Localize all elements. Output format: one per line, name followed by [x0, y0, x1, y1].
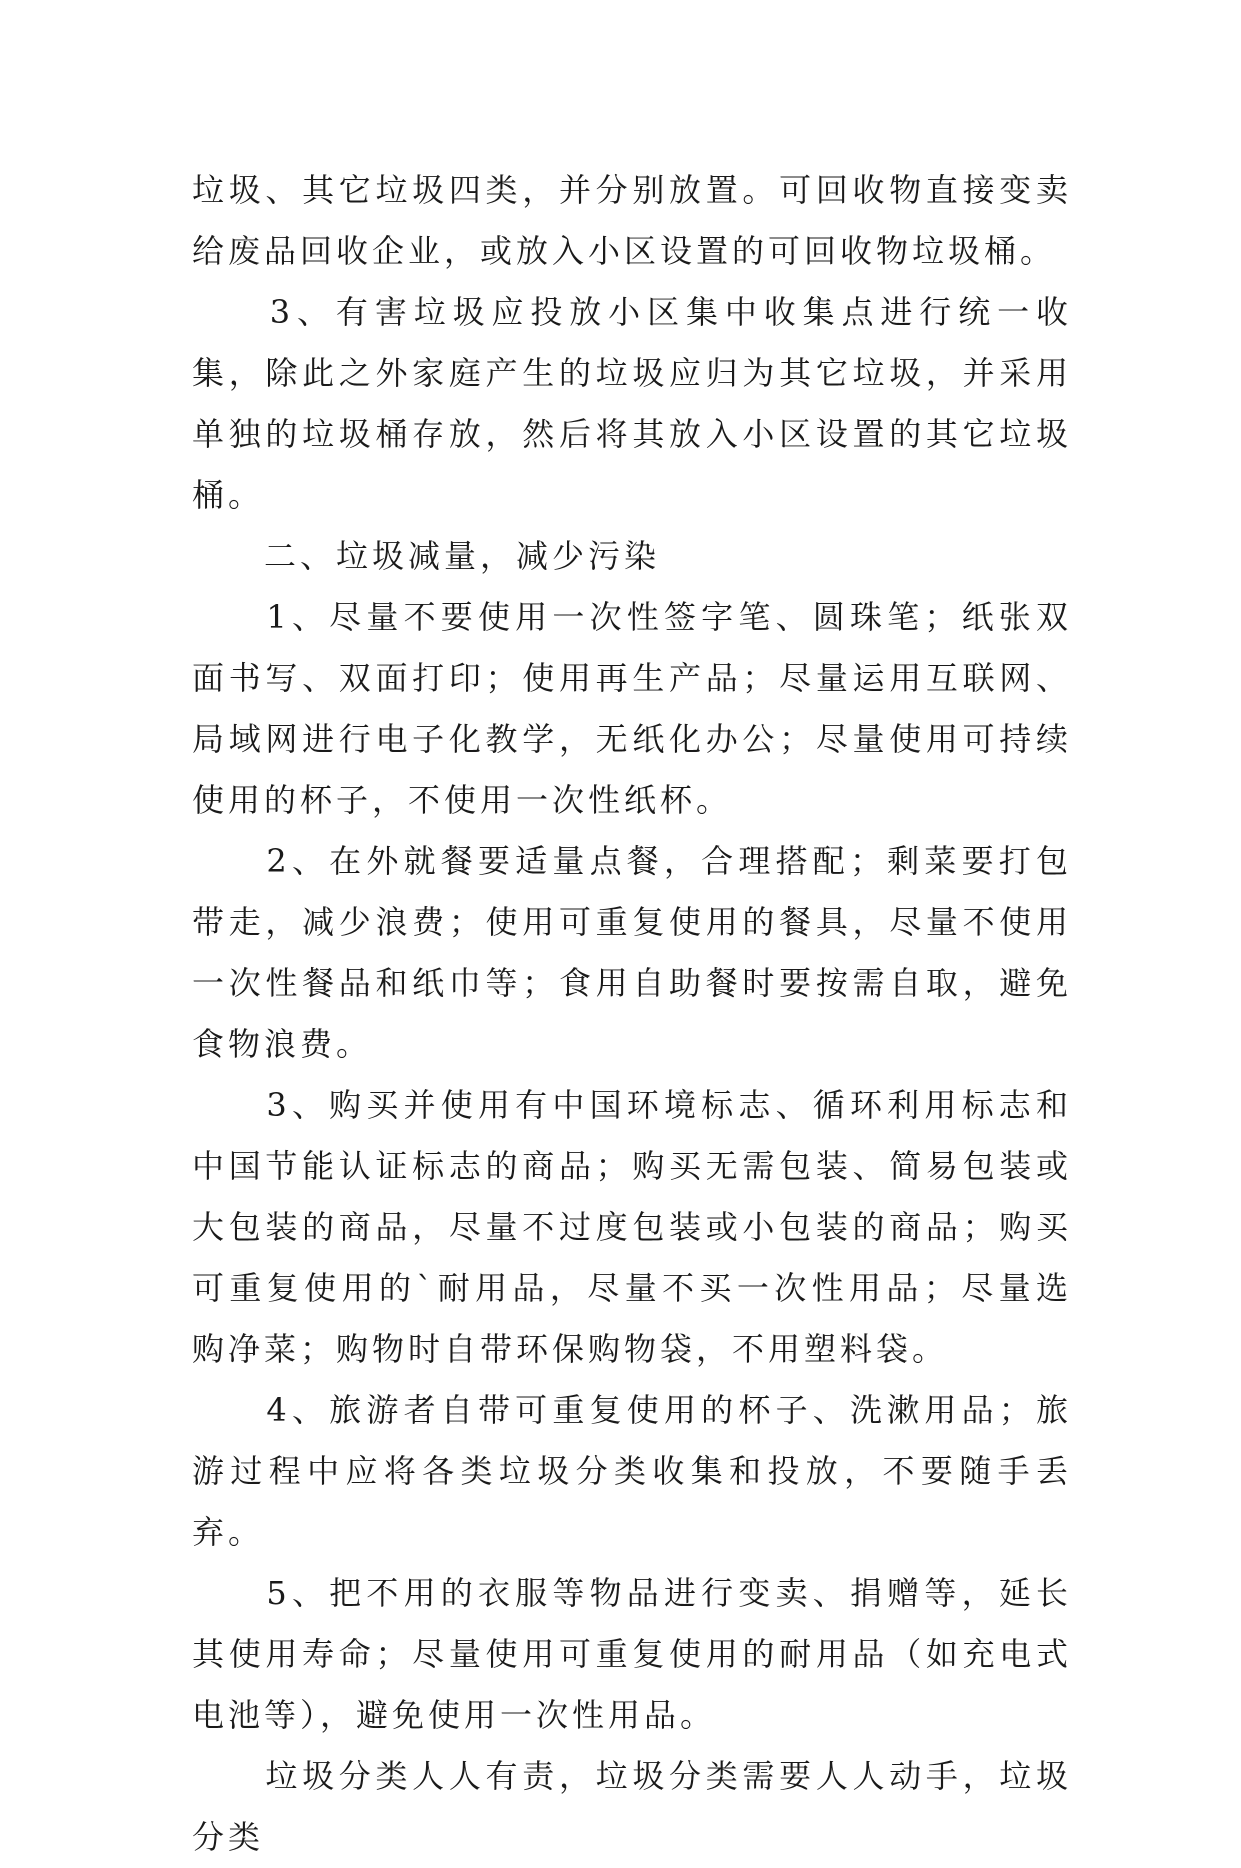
paragraph-item-2: 2、在外就餐要适量点餐，合理搭配；剩菜要打包带走，减少浪费；使用可重复使用的餐具，尽量不使用一次性餐品和纸巾等；食用自助餐时要按需自取，避免食物浪费。 [192, 842, 1072, 1063]
paragraph-item-1: 1、尽量不要使用一次性签字笔、圆珠笔；纸张双面书写、双面打印；使用再生产品；尽量运用互联网、局域网进行电子化教学，无纸化办公；尽量使用可持续使用的杯子，不使用一次性纸杯。 [192, 598, 1072, 819]
paragraph-closing: 垃圾分类人人有责，垃圾分类需要人人动手，垃圾分类 [192, 1757, 1072, 1856]
paragraph-waste-categories: 垃圾、其它垃圾四类，并分别放置。可回收物直接变卖给废品回收企业，或放入小区设置的可回收物垃圾桶。 [192, 171, 1072, 270]
document-body [192, 160, 1072, 1868]
paragraph-item-5: 5、把不用的衣服等物品进行变卖、捐赠等，延长其使用寿命；尽量使用可重复使用的耐用品（如充电式电池等），避免使用一次性用品。 [192, 1574, 1072, 1734]
paragraph-hazardous-waste: 3、有害垃圾应投放小区集中收集点进行统一收集，除此之外家庭产生的垃圾应归为其它垃圾，并采用单独的垃圾桶存放，然后将其放入小区设置的其它垃圾桶。 [192, 293, 1072, 514]
section-heading-waste-reduction: 二、垃圾减量，减少污染 [192, 537, 661, 575]
paragraph-item-4: 4、旅游者自带可重复使用的杯子、洗漱用品；旅游过程中应将各类垃圾分类收集和投放，不要随手丢弃。 [192, 1391, 1072, 1551]
paragraph-item-3: 3、购买并使用有中国环境标志、循环利用标志和中国节能认证标志的商品；购买无需包装、简易包装或大包装的商品，尽量不过度包装或小包装的商品；购买可重复使用的`耐用品，尽量不买一次性用品；尽量选购净菜；购物时自带环保购物袋，不用塑料袋。 [192, 1086, 1072, 1368]
